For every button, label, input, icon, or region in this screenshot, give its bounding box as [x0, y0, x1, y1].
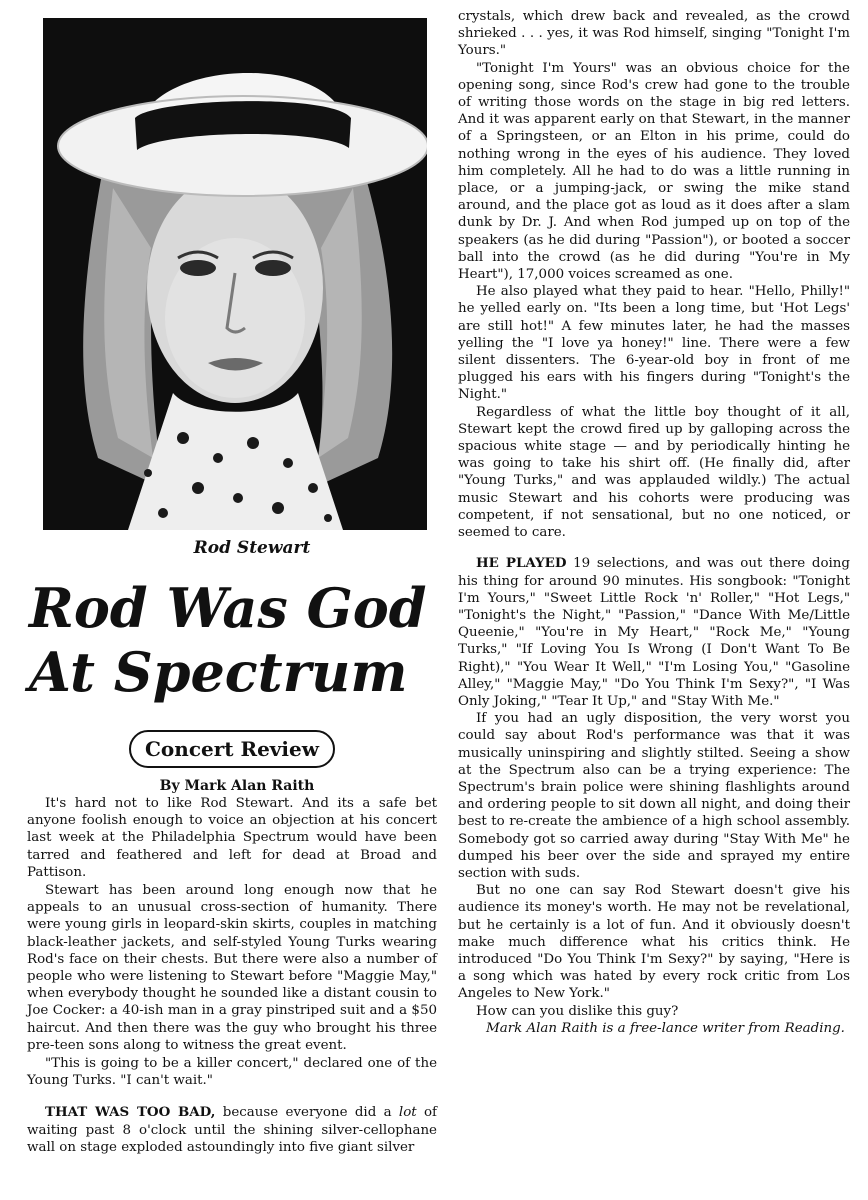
- paragraph-3: "This is going to be a killer concert," declared one of the Young Turks. "I can't wait.": [27, 1056, 437, 1089]
- lead-in: HE PLAYED: [476, 555, 567, 572]
- paragraph-6: "Tonight I'm Yours" was an obvious choice for the opening song, since Rod's crew had gone to the trouble of writing those words on the stage in big red letters. And it was apparent early on that Stewart, in the manner of a Springsteen, or an Elton in his prime, could do nothing wrong in the eyes of his audience. They loved him completely. All he had to do was a little running in place, or a jumping-jack, or swing the mike stand around, and the place got as loud as it does after a slam dunk by Dr. J. And when Rod jumped up on top of the speakers (as he did during "Passion"), or booted a soccer ball into the crowd (as he did during "You're in My Heart"), 17,000 voices screamed as one.: [458, 60, 850, 283]
- paragraph-9: [458, 555, 850, 710]
- photo-caption: Rod Stewart: [193, 538, 311, 558]
- paragraph-7: He also played what they paid to hear. "Hello, Philly!" he yelled early on. "Its been a long time, but 'Hot Legs' are still hot!" A few minutes later, he had the masses yelling the "I love ya honey!" line. There were a few silent dissenters. The 6-year-old boy in front of me plugged his ears with his fingers during "Tonight's the Night.": [458, 284, 850, 403]
- paragraph-1: It's hard not to like Rod Stewart. And its a safe bet anyone foolish enough to voice an objection at his concert last week at the Philadelphia Spectrum would have been tarred and feathered and left for dead at Broad and Pattison.: [27, 796, 437, 880]
- lead-in: THAT WAS TOO BAD,: [45, 1104, 216, 1121]
- paragraph-8: Regardless of what the little boy thought of it all, Stewart kept the crowd fired up by galloping across the spacious white stage — and by periodically hinting he was going to take his shirt off. (He finally did, after "Young Turks," and was applauded wildly.) The actual music Stewart and his cohorts were producing was competent, if not sensational, but no one noticed, or seemed to care.: [458, 404, 850, 541]
- portrait-illustration: [43, 18, 427, 530]
- paragraph-text: of waiting past 8 o'clock until the shining silver-cellophane wall on stage exploded astoundingly into five giant silver: [27, 1105, 438, 1155]
- paragraph-2: Stewart has been around long enough now that he appeals to an unusual cross-section of humanity. There were young girls in leopard-skin skirts, couples in matching black-leather jackets, and self-styled Young Turks wearing Rod's face on their chests. But there were also a number of people who were listening to Stewart before "Maggie May," when everybody thought he sounded like a distant cousin to Joe Cocker: a 40-ish man in a gray pinstriped suit and a $50 haircut. And then there was the guy who brought his three pre-teen sons along to witness the great event.: [27, 883, 437, 1053]
- paragraph-11: But no one can say Rod Stewart doesn't give his audience its money's worth. He may not be revelational, but he certainly is a lot of fun. And it obviously doesn't make much difference what his critics think. He introduced "Do You Think I'm Sexy?" by saying, "Here is a song which was hated by every rock critic from Los Angeles to New York.": [458, 883, 850, 1002]
- section-tag: Concert Review: [129, 730, 335, 768]
- paragraph-10: If you had an ugly disposition, the very worst you could say about Rod's performance was that it was musically uninspiring and slightly stilted. Seeing a show at the Spectrum also can be a trying experience: The Spectrum's brain police were shining flashlights around and ordering people to sit down all night, and doing their best to re-create the ambience of a high school assembly. Somebody got so carried away during "Stay With Me" he dumped his beer over the side and sprayed my entire section with suds.: [458, 711, 850, 881]
- paragraph-text: because everyone did a: [215, 1105, 399, 1121]
- headline-line-2: At Spectrum: [29, 640, 408, 704]
- paragraph-text: 19 selections, and was out there doing his thing for around 90 minutes. His songbook: "Tonight I'm Yours," "Sweet Little Rock 'n' Roller," "Hot Legs," "Tonight's the Night," "Passion," "Dance With Me/Little Queenie," "You're in My Heart," "Rock Me," "Young Turks," "If Loving You Is Wrong (I Don't Want To Be Right)," "You Wear It Well," "I'm Losing You," "Gasoline Alley," "Maggie May," "Do You Think I'm Sexy?", "I Was Only Joking," "Tear It Up," and "Stay With Me.": [458, 556, 850, 709]
- rod-stewart-photo: [43, 18, 427, 530]
- headline: [27, 576, 437, 704]
- right-column: [458, 8, 850, 1193]
- left-column: [27, 18, 437, 1193]
- paragraph-12: How can you dislike this guy?: [476, 1003, 679, 1019]
- emphasis: lot: [398, 1105, 417, 1121]
- author-signoff: Mark Alan Raith is a free-lance writer from Reading.: [486, 1020, 845, 1036]
- paragraph-4: [27, 1104, 437, 1156]
- paragraph-5: crystals, which drew back and revealed, as the crowd shrieked . . . yes, it was Rod himself, singing "Tonight I'm Yours.": [458, 9, 850, 59]
- headline-line-1: Rod Was God: [29, 576, 427, 640]
- byline: By Mark Alan Raith: [159, 778, 315, 794]
